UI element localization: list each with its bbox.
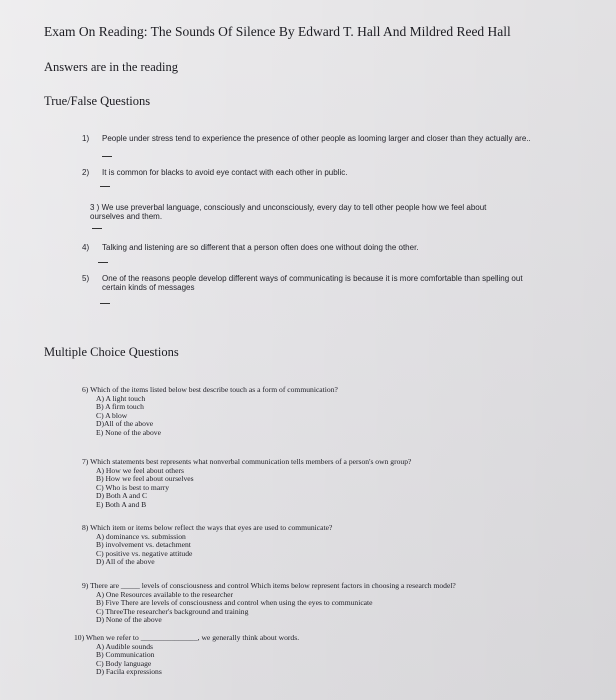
mc-question-10 bbox=[74, 634, 299, 677]
tf-text: People under stress tend to experience the presence of other people as looming larger and closer than they actually are.. bbox=[102, 134, 531, 143]
mc-question-text: 6) Which of the items listed below best describe touch as a form of communication? bbox=[82, 385, 338, 394]
mc-question-text: 10) When we refer to _______________, we generally think about words. bbox=[74, 633, 300, 642]
mc-question-9 bbox=[82, 582, 456, 625]
mc-question-text: 8) Which item or items below reflect the ways that eyes are used to communicate? bbox=[82, 523, 333, 532]
mc-option: D) All of the above bbox=[96, 557, 155, 567]
mc-option: D) Both A and C bbox=[96, 491, 148, 501]
tf-number: 2) bbox=[82, 168, 90, 177]
mc-question-text: 9) There are _____ levels of consciousness and control Which items below represent factors in choosing a research model? bbox=[82, 581, 456, 590]
tf-question-2 bbox=[82, 168, 347, 177]
mc-question-text: 7) Which statements best represents what nonverbal communication tells members of a person's own group? bbox=[82, 457, 412, 466]
exam-title: Exam On Reading: The Sounds Of Silence By Edward T. Hall And Mildred Reed Hall bbox=[44, 24, 511, 39]
mc-option: A) A light touch bbox=[96, 393, 146, 403]
multiple-choice-heading: Multiple Choice Questions bbox=[44, 345, 179, 359]
tf-text: We use preverbal language, consciously and unconsciously, every day to tell other people how we feel about bbox=[101, 203, 487, 212]
mc-option: E) Both A and B bbox=[96, 499, 147, 509]
tf-question-3 bbox=[90, 203, 486, 221]
mc-option: A) dominance vs. submission bbox=[96, 531, 186, 541]
mc-question-8 bbox=[82, 524, 332, 567]
mc-question-6 bbox=[82, 386, 338, 438]
answer-blank bbox=[92, 228, 102, 229]
mc-option: D) None of the above bbox=[96, 615, 162, 625]
answer-blank bbox=[98, 262, 108, 263]
tf-number: 1) bbox=[82, 134, 90, 143]
tf-text: Talking and listening are so different that a person often does one without doing the other. bbox=[102, 243, 419, 252]
mc-option: C) ThreeThe researcher's background and training bbox=[96, 606, 249, 616]
tf-number: 5) bbox=[82, 274, 90, 283]
tf-text-cont: ourselves and them. bbox=[90, 212, 163, 221]
mc-question-7 bbox=[82, 458, 411, 510]
tf-text: It is common for blacks to avoid eye contact with each other in public. bbox=[102, 168, 348, 177]
answer-blank bbox=[100, 186, 110, 187]
mc-option: A) One Resources available to the researcher bbox=[96, 589, 234, 599]
mc-option: D)All of the above bbox=[96, 419, 154, 429]
tf-number: 3 ) bbox=[90, 203, 100, 212]
mc-option: C) positive vs. negative attitude bbox=[96, 548, 193, 558]
tf-question-5 bbox=[82, 274, 523, 292]
answer-blank bbox=[100, 303, 110, 304]
mc-option: B) involvement vs. detachment bbox=[96, 540, 191, 550]
mc-option: D) Facila expressions bbox=[96, 667, 162, 677]
mc-option: B) How we feel about ourselves bbox=[96, 474, 194, 484]
mc-option: E) None of the above bbox=[96, 427, 161, 437]
exam-subtitle: Answers are in the reading bbox=[44, 60, 178, 74]
mc-option: B) Five There are levels of consciousness and control when using the eyes to communicate bbox=[96, 598, 373, 608]
mc-option: B) Communication bbox=[96, 650, 155, 660]
mc-option: C) Who is best to marry bbox=[96, 482, 170, 492]
mc-option: A) Audible sounds bbox=[96, 641, 153, 651]
mc-option: C) A blow bbox=[96, 410, 128, 420]
mc-option: A) How we feel about others bbox=[96, 465, 184, 475]
tf-text-cont: certain kinds of messages bbox=[102, 283, 195, 292]
true-false-heading: True/False Questions bbox=[44, 94, 151, 108]
answer-blank bbox=[102, 156, 112, 157]
tf-question-4 bbox=[82, 243, 419, 252]
tf-question-1 bbox=[82, 134, 531, 143]
tf-text: One of the reasons people develop different ways of communicating is because it is more comfortable than spelling out bbox=[102, 274, 523, 283]
tf-number: 4) bbox=[82, 243, 90, 252]
mc-option: B) A firm touch bbox=[96, 402, 144, 412]
mc-option: C) Body language bbox=[96, 658, 152, 668]
